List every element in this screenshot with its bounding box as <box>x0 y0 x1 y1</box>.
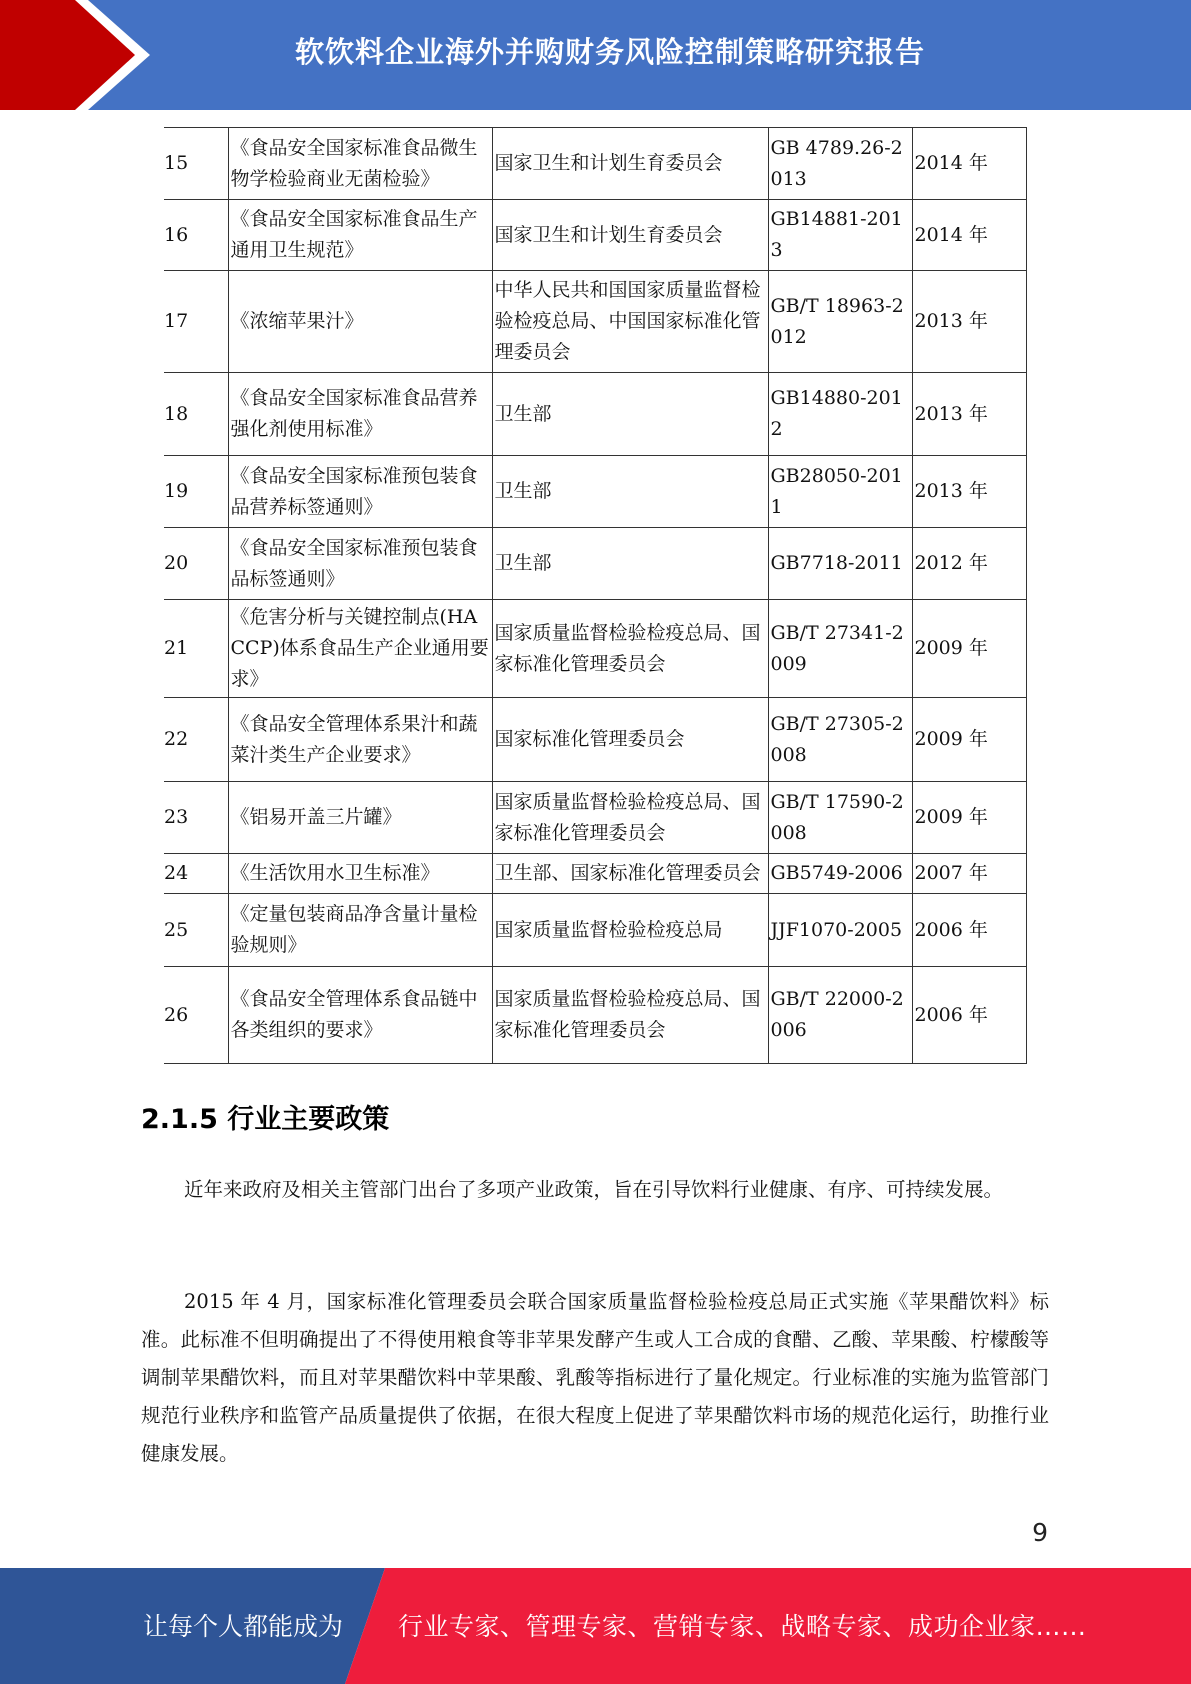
standard-code: GB28050-2011 <box>768 456 912 528</box>
standard-name: 《食品安全国家标准食品微生物学检验商业无菌检验》 <box>228 128 492 200</box>
standard-code: GB5749-2006 <box>768 854 912 894</box>
report-title: 软饮料企业海外并购财务风险控制策略研究报告 <box>294 35 925 69</box>
issuing-organization: 卫生部 <box>492 456 768 528</box>
row-number: 23 <box>164 782 228 854</box>
issuing-organization: 国家质量监督检验检疫总局 <box>492 894 768 967</box>
row-number: 16 <box>164 200 228 271</box>
standard-code: GB/T 27305-2008 <box>768 698 912 782</box>
standard-code: GB/T 27341-2009 <box>768 600 912 698</box>
row-number: 17 <box>164 271 228 373</box>
table-row <box>164 373 1026 456</box>
issuing-organization: 国家标准化管理委员会 <box>492 698 768 782</box>
standard-name: 《食品安全国家标准食品营养强化剂使用标准》 <box>228 373 492 456</box>
standard-code: GB/T 18963-2012 <box>768 271 912 373</box>
issuing-organization: 国家质量监督检验检疫总局、国家标准化管理委员会 <box>492 967 768 1064</box>
body-paragraph: 近年来政府及相关主管部门出台了多项产业政策，旨在引导饮料行业健康、有序、可持续发展。 <box>184 1178 1004 1201</box>
effective-year: 2012 年 <box>912 528 1026 600</box>
issuing-organization: 国家卫生和计划生育委员会 <box>492 200 768 271</box>
table-row <box>164 271 1026 373</box>
issuing-organization: 国家质量监督检验检疫总局、国家标准化管理委员会 <box>492 782 768 854</box>
table-row <box>164 456 1026 528</box>
footer-slogan-right: 行业专家、管理专家、营销专家、战略专家、成功企业家…… <box>398 1612 1087 1641</box>
row-number: 18 <box>164 373 228 456</box>
table-row <box>164 967 1026 1064</box>
page-footer <box>0 1568 1191 1684</box>
effective-year: 2009 年 <box>912 782 1026 854</box>
effective-year: 2006 年 <box>912 967 1026 1064</box>
effective-year: 2014 年 <box>912 200 1026 271</box>
row-number: 21 <box>164 600 228 698</box>
row-number: 15 <box>164 128 228 200</box>
table-row <box>164 854 1026 894</box>
standard-name: 《食品安全国家标准预包装食品标签通则》 <box>228 528 492 600</box>
row-number: 24 <box>164 854 228 894</box>
issuing-organization: 国家卫生和计划生育委员会 <box>492 128 768 200</box>
effective-year: 2006 年 <box>912 894 1026 967</box>
issuing-organization: 卫生部、国家标准化管理委员会 <box>492 854 768 894</box>
row-number: 25 <box>164 894 228 967</box>
table-row <box>164 128 1026 200</box>
standard-code: GB7718-2011 <box>768 528 912 600</box>
standard-code: GB14880-2012 <box>768 373 912 456</box>
standard-code: GB 4789.26-2013 <box>768 128 912 200</box>
effective-year: 2007 年 <box>912 854 1026 894</box>
effective-year: 2009 年 <box>912 600 1026 698</box>
row-number: 20 <box>164 528 228 600</box>
page-header <box>0 0 1191 110</box>
effective-year: 2009 年 <box>912 698 1026 782</box>
table-row <box>164 782 1026 854</box>
standard-name: 《危害分析与关键控制点(HACCP)体系食品生产企业通用要求》 <box>228 600 492 698</box>
standard-name: 《食品安全管理体系食品链中各类组织的要求》 <box>228 967 492 1064</box>
section-heading: 2.1.5 行业主要政策 <box>141 1104 390 1135</box>
effective-year: 2013 年 <box>912 373 1026 456</box>
row-number: 22 <box>164 698 228 782</box>
effective-year: 2013 年 <box>912 271 1026 373</box>
table-row <box>164 200 1026 271</box>
issuing-organization: 国家质量监督检验检疫总局、国家标准化管理委员会 <box>492 600 768 698</box>
footer-slogan-left: 让每个人都能成为 <box>143 1612 344 1641</box>
body-paragraph: 2015 年 4 月，国家标准化管理委员会联合国家质量监督检验检疫总局正式实施《苹果醋饮料》标准。此标准不但明确提出了不得使用粮食等非苹果发酵产生或人工合成的食醋、乙酸、苹果酸、柠檬酸等调制苹果醋饮料，而且对苹果醋饮料中苹果酸、乳酸等指标进行了量化规定。行业标准的实施为监管部门规范行业秩序和监管产品质量提供了依据，在很大程度上促进了苹果醋饮料市场的规范化运行，助推行业健康发展。 <box>141 1290 1049 1465</box>
effective-year: 2013 年 <box>912 456 1026 528</box>
standard-name: 《铝易开盖三片罐》 <box>228 782 492 854</box>
row-number: 26 <box>164 967 228 1064</box>
standard-code: GB/T 17590-2008 <box>768 782 912 854</box>
page-number: 9 <box>1032 1518 1048 1547</box>
standard-code: GB/T 22000-2006 <box>768 967 912 1064</box>
standard-name: 《食品安全国家标准预包装食品营养标签通则》 <box>228 456 492 528</box>
table-row <box>164 894 1026 967</box>
row-number: 19 <box>164 456 228 528</box>
issuing-organization: 卫生部 <box>492 373 768 456</box>
standard-code: GB14881-2013 <box>768 200 912 271</box>
table-row <box>164 528 1026 600</box>
issuing-organization: 中华人民共和国国家质量监督检验检疫总局、中国国家标准化管理委员会 <box>492 271 768 373</box>
standard-name: 《定量包装商品净含量计量检验规则》 <box>228 894 492 967</box>
table-row <box>164 698 1026 782</box>
standard-code: JJF1070-2005 <box>768 894 912 967</box>
effective-year: 2014 年 <box>912 128 1026 200</box>
standard-name: 《食品安全管理体系果汁和蔬菜汁类生产企业要求》 <box>228 698 492 782</box>
standard-name: 《浓缩苹果汁》 <box>228 271 492 373</box>
standards-table <box>164 127 1027 1064</box>
standards-table-body <box>164 128 1026 1064</box>
table-row <box>164 600 1026 698</box>
standard-name: 《食品安全国家标准食品生产通用卫生规范》 <box>228 200 492 271</box>
issuing-organization: 卫生部 <box>492 528 768 600</box>
standard-name: 《生活饮用水卫生标准》 <box>228 854 492 894</box>
